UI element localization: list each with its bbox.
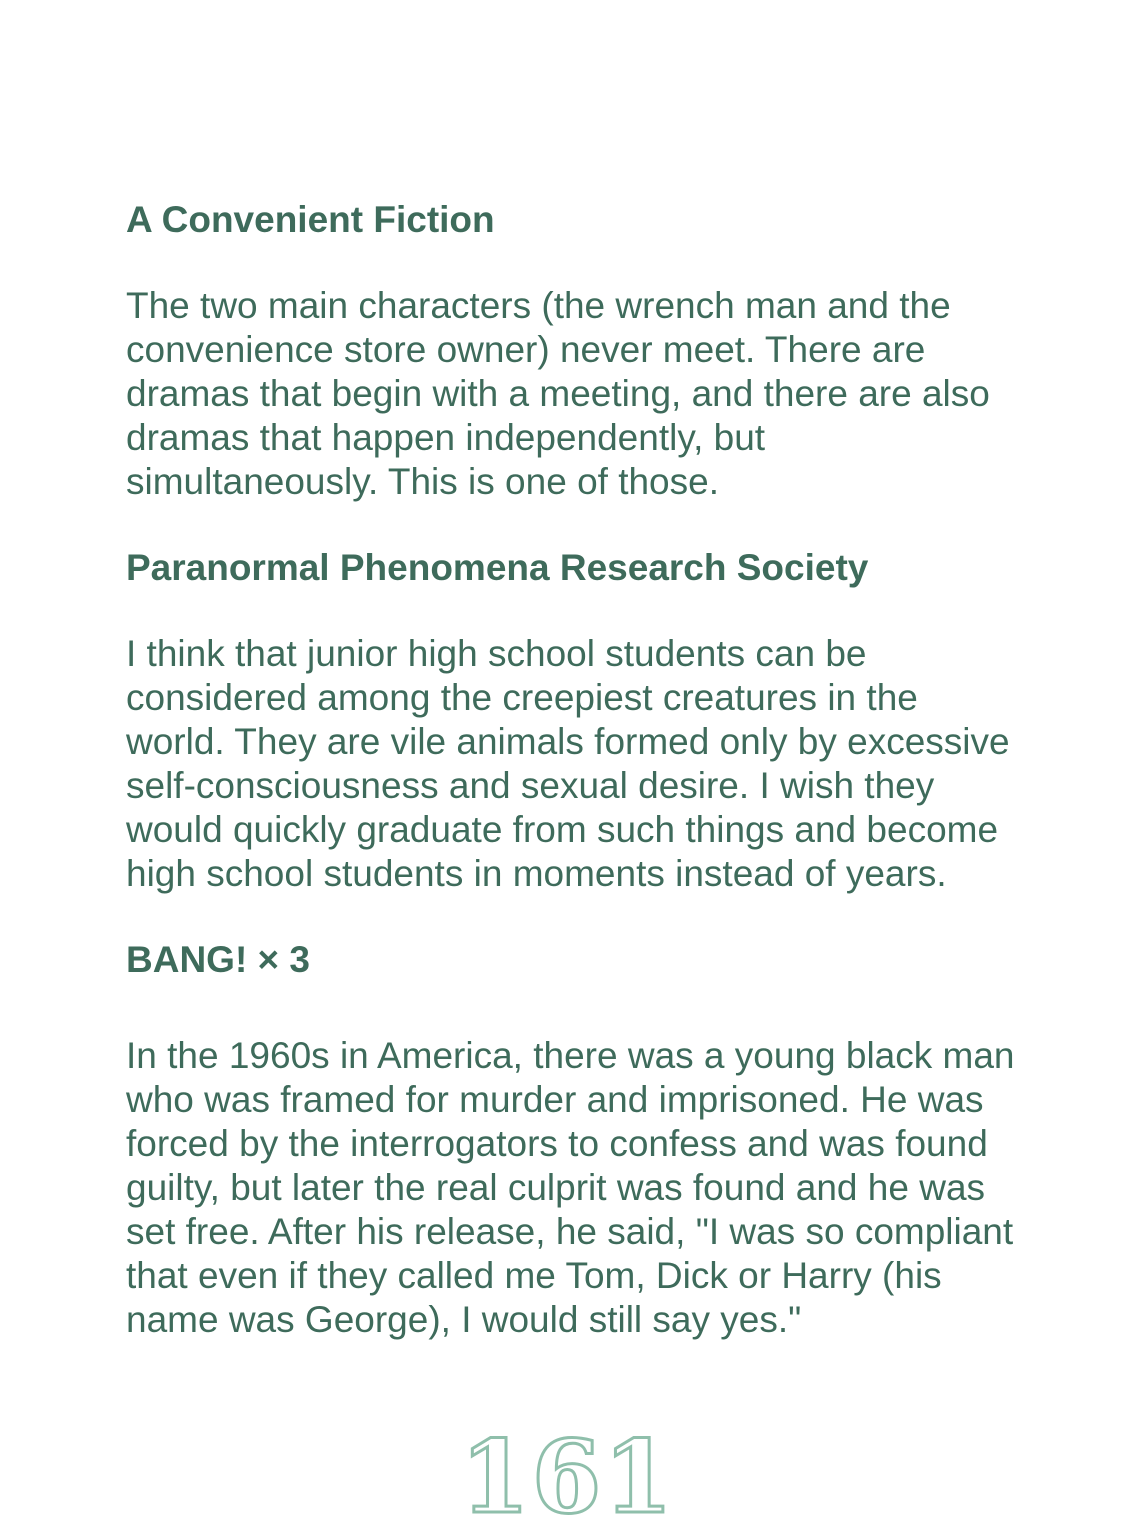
section-heading-convenient-fiction: A Convenient Fiction bbox=[126, 199, 495, 240]
section-heading-bang: BANG! × 3 bbox=[126, 939, 311, 980]
section-body-convenient-fiction: The two main characters (the wrench man and the convenience store owner) never meet. There are dramas that begin with a meeting, and there are also dramas that happen independently, but simultaneously. This is one of those. bbox=[126, 285, 990, 502]
page-number: 161 bbox=[460, 1418, 675, 1536]
section-body-bang: In the 1960s in America, there was a young black man who was framed for murder and imprisoned. He was forced by the interrogators to confess and was found guilty, but later the real culprit was found and he was set free. After his release, he said, "I was so compliant that even if they called me Tom, Dick or Harry (his name was George), I would still say yes." bbox=[126, 1035, 1015, 1340]
section-body-paranormal-society: I think that junior high school students can be considered among the creepiest creatures in the world. They are vile animals formed only by excessive self-consciousness and sexual desire. I wish they would quickly graduate from such things and become high school students in moments instead of years. bbox=[126, 633, 1010, 894]
page-content bbox=[126, 196, 1086, 1382]
section-heading-paranormal-society: Paranormal Phenomena Research Society bbox=[126, 547, 869, 588]
